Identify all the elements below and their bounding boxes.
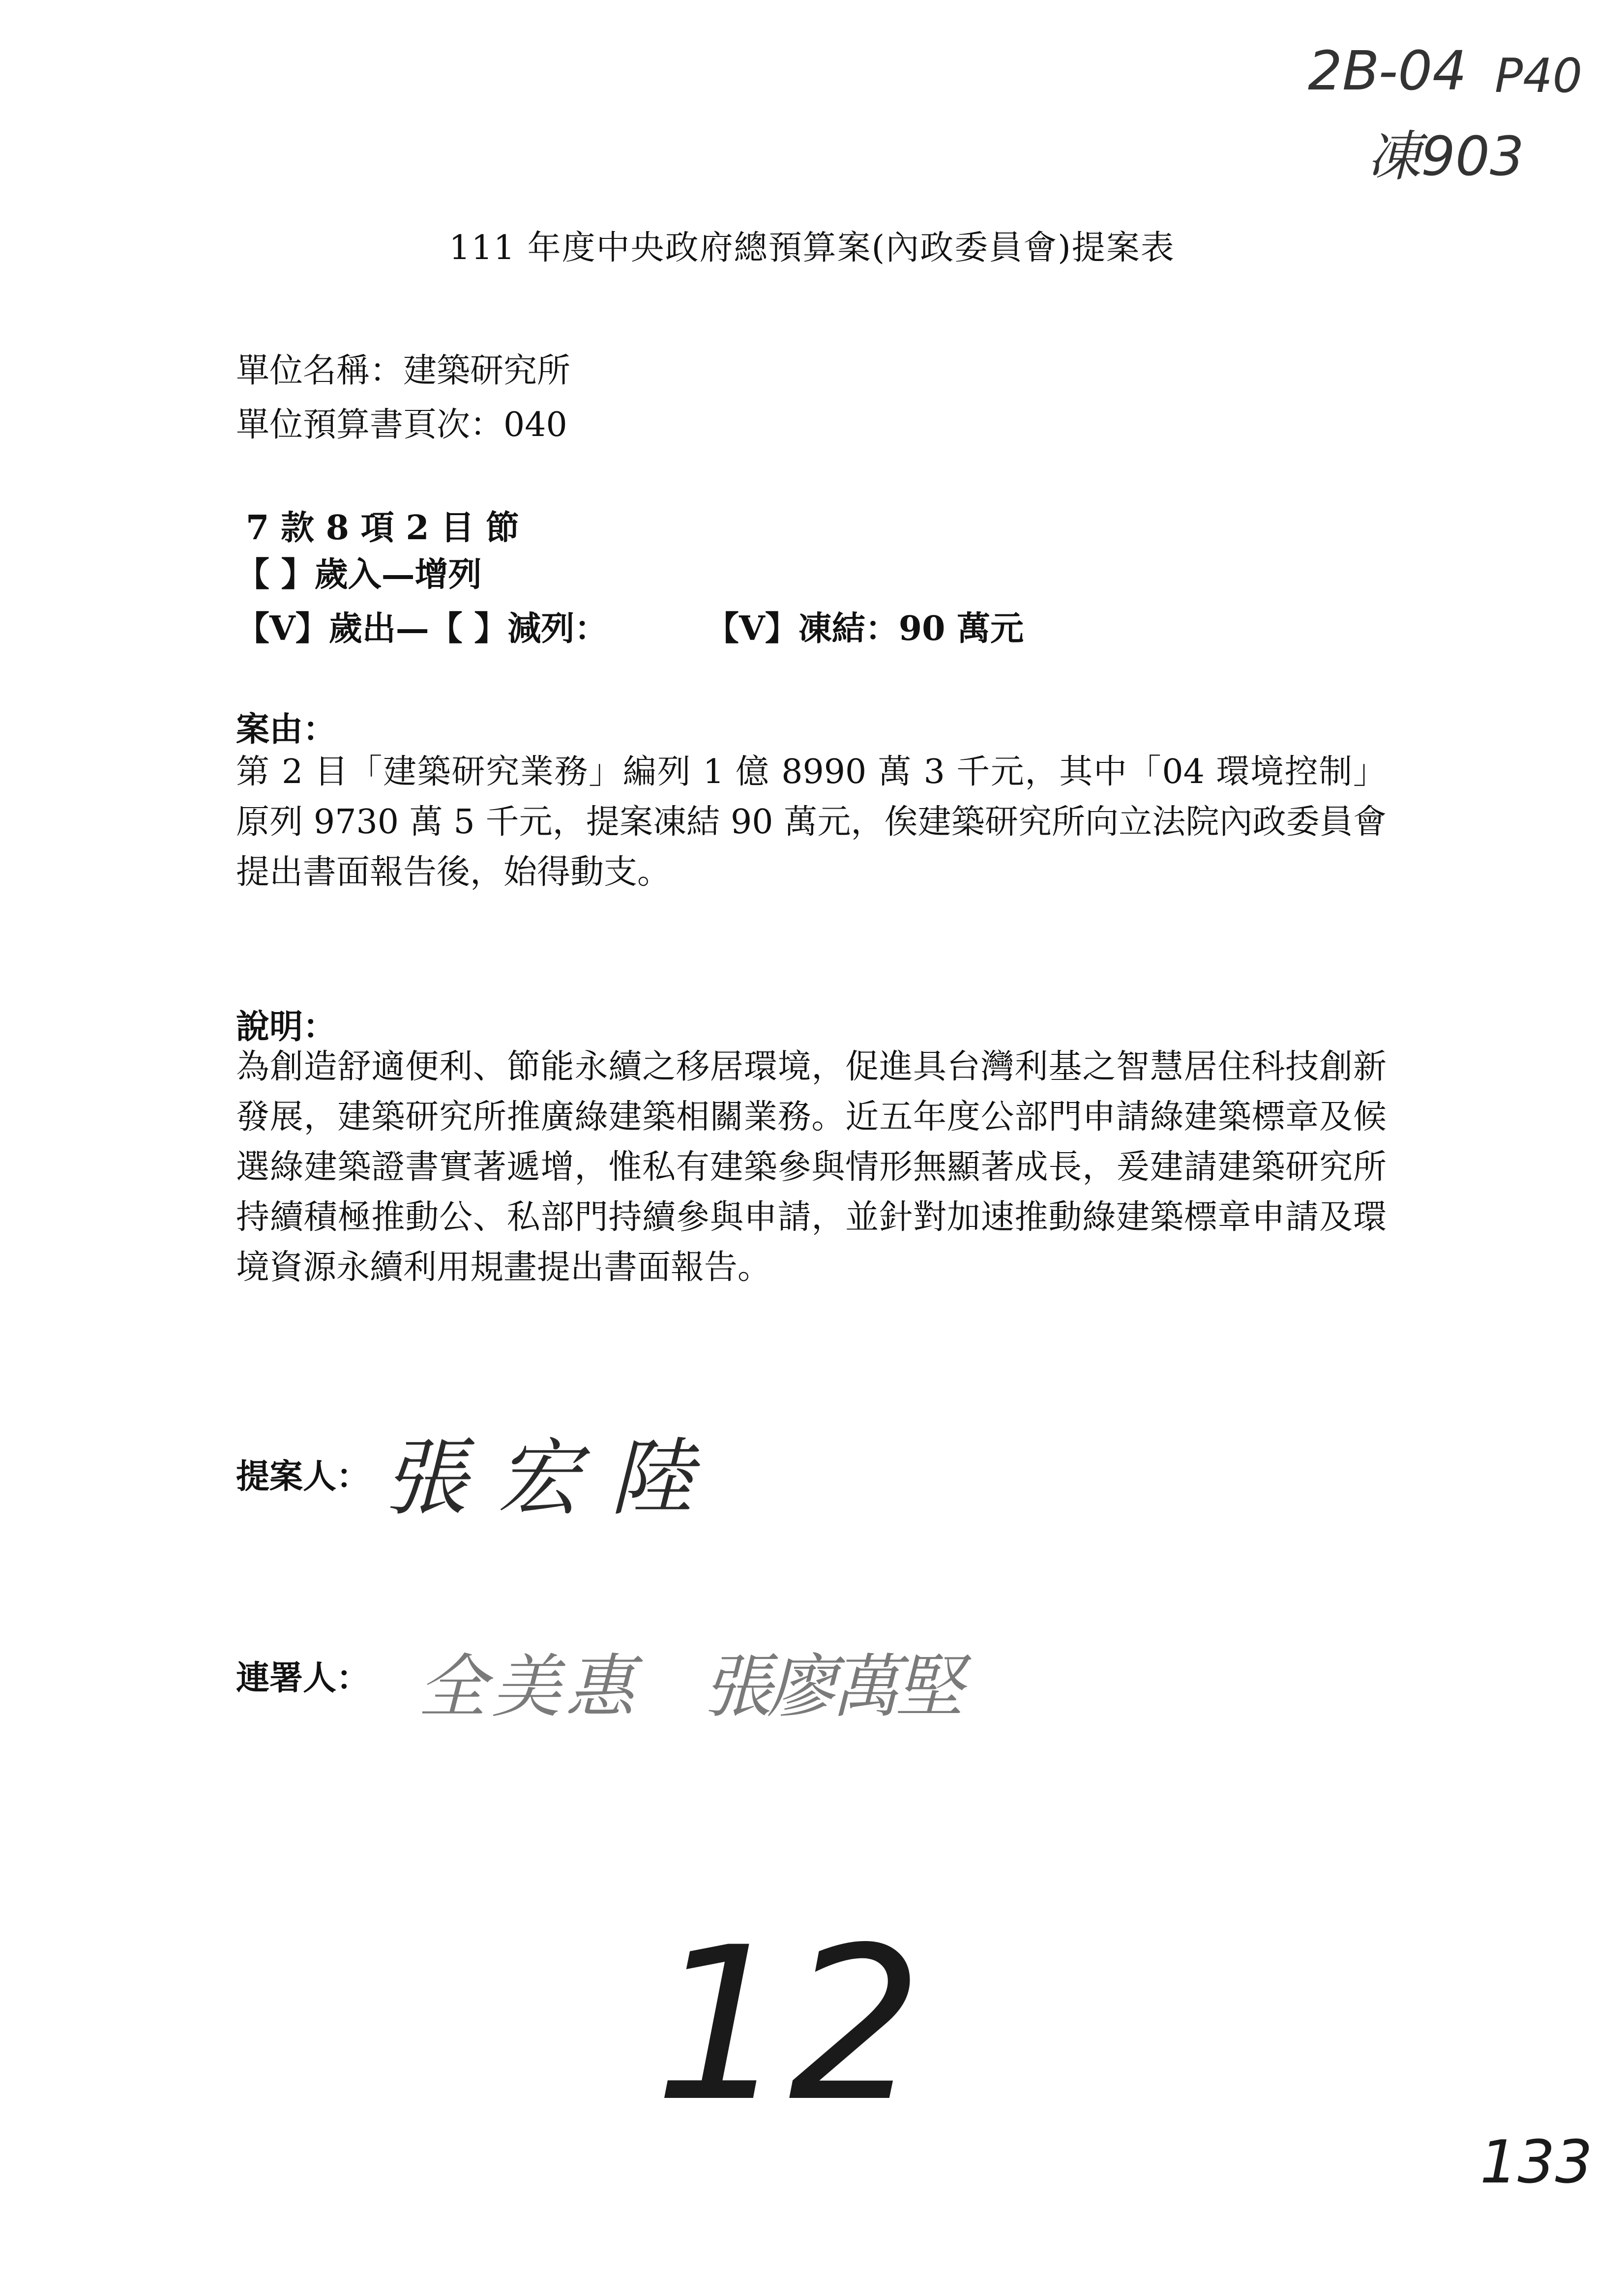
reason-heading: 案由： <box>236 710 337 749</box>
annotation-freeze-code: 凍903 <box>1367 125 1524 188</box>
budget-revenue-line: 【 】歲入—增列 <box>236 555 482 594</box>
budget-item-line: 7 款 8 項 2 目 節 <box>246 508 519 548</box>
annotation-page-number: 133 <box>1480 2128 1593 2197</box>
budget-expense-line: 【V】歲出—【 】減列： <box>236 609 608 648</box>
proposer-label: 提案人： <box>236 1457 370 1496</box>
unit-name: 單位名稱：建築研究所 <box>236 351 571 390</box>
cosigners-label: 連署人： <box>236 1658 370 1698</box>
cosigner-signature-2: 張廖萬堅 <box>703 1647 959 1727</box>
annotation-page: P40 <box>1495 49 1583 103</box>
cosigner-signature-1: 全美惠 <box>418 1647 640 1727</box>
reason-text: 第 2 目「建築研究業務」編列 1 億 8990 萬 3 千元，其中「04 環境控制」原列 9730 萬 5 千元，提案凍結 90 萬元，俟建築研究所向立法院內政委員會提出書面報告後，始得動支。 <box>236 753 1387 892</box>
explanation-heading: 說明： <box>236 1007 337 1046</box>
explanation-text: 為創造舒適便利、節能永續之移居環境，促進具台灣利基之智慧居住科技創新發展，建築研究所推廣綠建築相關業務。近五年度公部門申請綠建築標章及候選綠建築證書實著遞增，惟私有建築參與情形無顯著成長，爰建請建築研究所持續積極推動公、私部門持續參與申請，並針對加速推動綠建築標章申請及環境資源永續利用規畫提出書面報告。 <box>236 1047 1387 1287</box>
budget-freeze-line: 【V】凍結：90 萬元 <box>706 609 1024 648</box>
unit-budget-page: 單位預算書頁次：040 <box>236 406 567 444</box>
annotation-code: 2B-04 <box>1308 39 1467 102</box>
annotation-sequence-number: 12 <box>654 1902 923 2148</box>
proposer-signature: 張宏陸 <box>384 1430 723 1527</box>
page-title: 111 年度中央政府總預算案(內政委員會)提案表 <box>449 229 1175 267</box>
